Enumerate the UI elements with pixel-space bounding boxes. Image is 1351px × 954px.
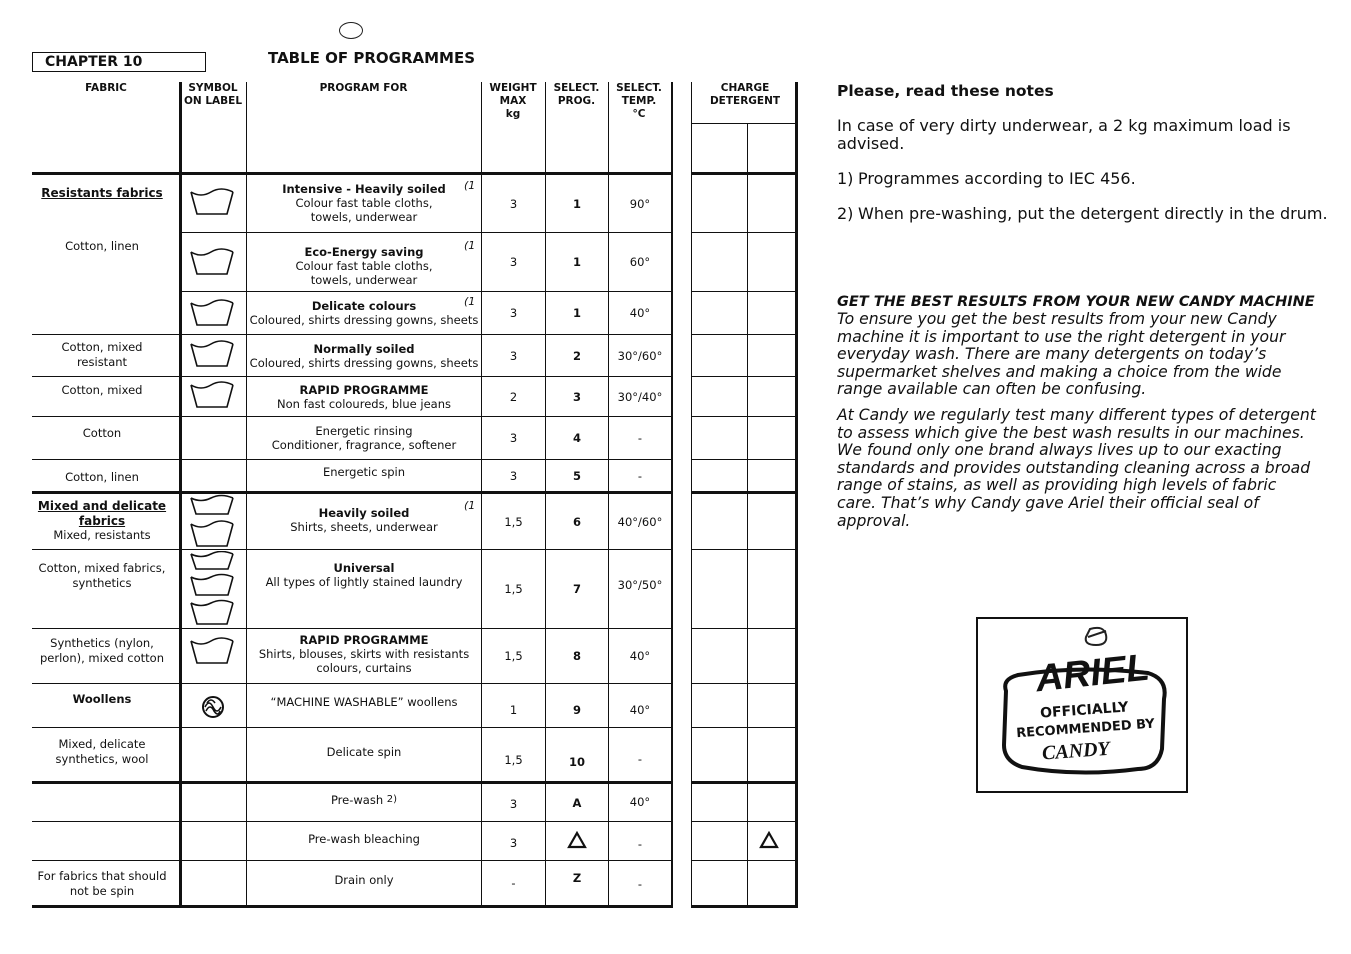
weight-cell: 1,5 bbox=[504, 514, 523, 529]
fabric-cotton: Cotton bbox=[82, 426, 122, 440]
temp-cell: 40° bbox=[629, 649, 651, 663]
prog-cell: 6 bbox=[572, 514, 581, 529]
fabric-cotton-linen: Cotton, linen bbox=[65, 239, 139, 253]
fabric-cotton-mixed-synthetics: Cotton, mixed fabrics, synthetics bbox=[38, 561, 166, 590]
program-cell: RAPID PROGRAMME Shirts, blouses, skirts with resistants colours, curtains bbox=[258, 633, 470, 675]
footnote-marker: (1 bbox=[464, 295, 476, 308]
wash-tub-icon bbox=[189, 299, 237, 329]
fabric-resistants: Resistants fabrics bbox=[41, 186, 163, 200]
prog-cell: 2 bbox=[572, 348, 581, 363]
wash-tub-icon bbox=[189, 188, 237, 218]
promo-heading: GET THE BEST RESULTS FROM YOUR NEW CANDY MACHINE bbox=[837, 294, 1315, 310]
temp-cell: 90° bbox=[629, 196, 651, 211]
weight-cell: 1,5 bbox=[504, 753, 523, 767]
weight-cell: 1,5 bbox=[504, 649, 523, 663]
wash-tub-very-delicate-icon bbox=[189, 551, 237, 627]
weight-cell: 3 bbox=[509, 196, 518, 211]
program-cell: Normally soiled Coloured, shirts dressing gowns, sheets bbox=[249, 341, 479, 370]
prog-cell: 1 bbox=[572, 306, 581, 320]
temp-cell: - bbox=[637, 837, 643, 851]
promo-paragraph-1: To ensure you get the best results from your new Candy machine it is important to use the right detergent in your everyday wash. There are many detergents on today’s supermarket shelves and making a choice from the wide range available can often be confusing. bbox=[837, 310, 1286, 399]
temp-cell: 40° bbox=[629, 795, 651, 809]
col-header-temp: SELECT. TEMP. °C bbox=[616, 82, 662, 120]
footnote-marker: (1 bbox=[464, 239, 476, 252]
bleach-triangle-icon bbox=[567, 831, 587, 849]
program-cell: Eco-Energy saving Colour fast table cloths, towels, underwear bbox=[295, 245, 433, 287]
page-oval-marker bbox=[339, 22, 363, 39]
notes-heading: Please, read these notes bbox=[837, 82, 1054, 100]
weight-cell: 3 bbox=[509, 468, 518, 483]
prog-cell: A bbox=[572, 796, 582, 810]
wash-tub-icon bbox=[189, 381, 237, 411]
note-2: When pre-washing, put the detergent directly in the drum. bbox=[858, 204, 1328, 223]
footnote-marker: (1 bbox=[464, 499, 476, 512]
col-header-charge: CHARGE DETERGENT bbox=[709, 82, 781, 107]
program-cell: RAPID PROGRAMME Non fast coloureds, blue jeans bbox=[277, 382, 451, 411]
prog-cell: 5 bbox=[572, 468, 581, 483]
program-cell: Delicate spin bbox=[326, 745, 402, 759]
program-cell: Energetic rinsing Conditioner, fragrance, softener bbox=[271, 424, 457, 452]
ariel-logo bbox=[976, 617, 1188, 793]
fabric-no-spin: For fabrics that should not be spin bbox=[37, 869, 167, 898]
fabric-mixed-delicate-wool: Mixed, delicate synthetics, wool bbox=[55, 737, 149, 766]
wash-tub-icon bbox=[189, 637, 237, 667]
wash-tub-icon bbox=[189, 248, 237, 278]
weight-cell: 1,5 bbox=[504, 582, 523, 596]
program-cell: Intensive - Heavily soiled Colour fast table cloths, towels, underwear bbox=[282, 182, 446, 224]
note-1-number: 1) bbox=[837, 169, 854, 188]
col-header-prog: SELECT. PROG. bbox=[553, 82, 600, 107]
temp-cell: 40°/60° bbox=[617, 514, 663, 529]
weight-cell: 3 bbox=[509, 797, 518, 811]
promo-paragraph-2: At Candy we regularly test many different types of detergent to assess which give the best wash results in our machines. We found only one brand always lives up to our exacting standards and provides outstanding cleaning across a broad range of stains, as well as providing high levels of fabric care. That’s why Candy gave Ariel their official seal of approval. bbox=[837, 406, 1316, 530]
chapter-label: CHAPTER 10 bbox=[32, 52, 206, 72]
ariel-seal-graphic bbox=[978, 619, 1186, 791]
col-header-symbol: SYMBOL ON LABEL bbox=[183, 82, 243, 107]
col-header-program: PROGRAM FOR bbox=[319, 82, 408, 94]
weight-cell: 3 bbox=[509, 348, 518, 363]
weight-cell: 3 bbox=[509, 255, 518, 269]
fabric-mixed-delicate: Mixed and delicate fabrics Mixed, resistants bbox=[37, 499, 167, 542]
wash-tub-delicate-icon bbox=[189, 494, 237, 548]
prog-cell: 9 bbox=[572, 703, 581, 717]
program-cell: Heavily soiled Shirts, sheets, underwear bbox=[290, 506, 438, 534]
note-2-number: 2) bbox=[837, 204, 854, 223]
prog-cell: 1 bbox=[572, 196, 581, 211]
fabric-woollens: Woollens bbox=[72, 692, 132, 706]
prog-cell: 4 bbox=[572, 431, 581, 445]
temp-cell: - bbox=[637, 431, 643, 445]
weight-cell: 3 bbox=[509, 431, 518, 445]
program-cell: Universal All types of lightly stained laundry bbox=[265, 561, 463, 589]
temp-cell: 30°/40° bbox=[617, 389, 663, 404]
weight-cell: 2 bbox=[509, 389, 518, 404]
col-header-fabric: FABRIC bbox=[85, 82, 127, 94]
fabric-synthetics: Synthetics (nylon, perlon), mixed cotton bbox=[39, 636, 164, 665]
bleach-triangle-icon bbox=[759, 831, 779, 849]
svg-text:OFFICIALLY: OFFICIALLY bbox=[1039, 699, 1129, 722]
svg-text:CANDY: CANDY bbox=[1041, 737, 1111, 765]
fabric-cotton-mixed-resistant: Cotton, mixed resistant bbox=[61, 340, 143, 369]
program-cell: Pre-wash 2) bbox=[330, 793, 398, 807]
footnote-marker: (1 bbox=[464, 179, 476, 192]
temp-cell: 40° bbox=[629, 703, 651, 717]
table-title: TABLE OF PROGRAMMES bbox=[268, 49, 476, 67]
col-header-weight: WEIGHT MAX kg bbox=[489, 82, 537, 120]
weight-cell: - bbox=[511, 876, 516, 890]
program-cell: Delicate colours Coloured, shirts dressing gowns, sheets bbox=[249, 299, 479, 327]
prog-cell: 3 bbox=[572, 389, 581, 404]
temp-cell: - bbox=[637, 752, 643, 766]
fabric-cotton-linen-2: Cotton, linen bbox=[65, 470, 139, 484]
wool-mark-icon bbox=[200, 695, 226, 719]
weight-cell: 3 bbox=[509, 306, 518, 320]
note-underwear: In case of very dirty underwear, a 2 kg maximum load is advised. bbox=[837, 116, 1291, 153]
wash-tub-icon bbox=[189, 340, 237, 370]
program-cell: Drain only bbox=[334, 873, 394, 887]
prog-cell: 8 bbox=[572, 649, 581, 663]
temp-cell: 60° bbox=[629, 255, 651, 269]
weight-cell: 1 bbox=[509, 703, 518, 717]
temp-cell: - bbox=[637, 877, 643, 891]
prog-cell: 1 bbox=[572, 255, 581, 269]
temp-cell: 30°/60° bbox=[617, 348, 663, 363]
program-cell: Energetic spin bbox=[323, 465, 405, 479]
program-cell: Pre-wash bleaching bbox=[308, 832, 420, 846]
program-cell: “MACHINE WASHABLE” woollens bbox=[270, 695, 458, 709]
prog-cell: Z bbox=[572, 871, 582, 885]
weight-cell: 3 bbox=[509, 836, 518, 850]
svg-text:ARIEL: ARIEL bbox=[1033, 646, 1152, 701]
temp-cell: - bbox=[637, 468, 643, 483]
temp-cell: 30°/50° bbox=[617, 578, 663, 592]
note-1: Programmes according to IEC 456. bbox=[858, 169, 1136, 188]
svg-text:RECOMMENDED BY: RECOMMENDED BY bbox=[1015, 716, 1156, 742]
fabric-cotton-mixed: Cotton, mixed bbox=[61, 383, 143, 397]
temp-cell: 40° bbox=[629, 306, 651, 320]
prog-cell: 7 bbox=[572, 582, 581, 596]
prog-cell: 10 bbox=[568, 755, 585, 769]
